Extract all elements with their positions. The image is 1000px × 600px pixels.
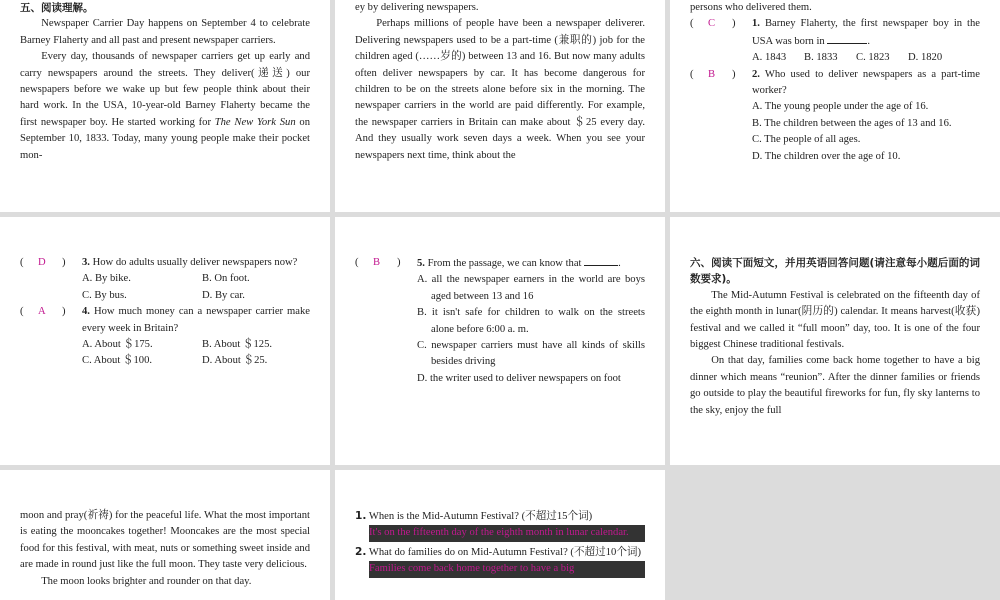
option: B. it isn't safe for children to walk on the streets alone before 6:00 a. m. [417, 307, 645, 335]
newspaper-title: The New York Sun [214, 116, 296, 128]
passage-paragraph: The Mid-Autumn Festival is celebrated on the fifteenth day of the eighth month in lunar(阴历的) calendar. It means harvest(收获) festival and we called it “full moon” day, too. It is one of the four biggest Chinese traditional festivals. [690, 289, 980, 351]
option: A. By bike. [82, 273, 131, 285]
short-answer-response-2: Families come back home together to have a big [369, 561, 645, 577]
section-heading-answer-questions: 六、阅读下面短文，并用英语回答问题(请注意每小题后面的词数要求)。 [690, 257, 980, 286]
question-3-options [20, 271, 310, 304]
question-4-options [20, 337, 310, 370]
passage-panel-3 [670, 217, 1000, 465]
option: A. The young people under the age of 16. [752, 101, 929, 113]
short-answer-question-2: 2. What do families do on Mid-Autumn Festival? (不超过10个词) [355, 545, 642, 558]
option: A. About ＄175. [82, 339, 153, 351]
answer-mark: D [38, 257, 46, 268]
short-answer-panel [335, 470, 665, 600]
passage-line: ey by delivering newspapers. [355, 2, 479, 13]
option: C. By bus. [82, 289, 127, 301]
question-2-options [690, 99, 980, 165]
option: C. newspaper carriers must have all kinds of skills besides driving [417, 340, 645, 368]
passage-paragraph: On that day, families come back home together to have a big dinner which means “reunion”. After the dinner families or friends go outside to play the beautiful fireworks for fun, fly sky lanterns to the sky, enjoy the full [690, 355, 980, 416]
passage-paragraph: moon and pray(祈祷) for the peaceful life. What the most important is eating the mooncakes together! Mooncakes are the most special food for this festival, with meat, nuts or something sweet inside and are made in round just like the full moon. They taste very delicious. [20, 510, 310, 571]
answer-mark: A [38, 306, 46, 318]
question-4: ( A ) 4. How much money can a newspaper carrier make every week in Britain? [20, 306, 311, 334]
option: B. 1833 [804, 52, 838, 64]
option: C. About ＄100. [82, 355, 153, 367]
option: D. By car. [202, 289, 245, 301]
passage-panel-1 [0, 0, 330, 212]
question-1: ( C ) 1. Barney Flaherty, the first newspaper boy in the USA was born in . [690, 18, 980, 47]
option: D. The children over the age of 10. [752, 150, 901, 162]
answer-mark: B [708, 68, 716, 80]
passage-panel-4 [0, 470, 330, 600]
question-5-options [355, 272, 645, 387]
option: D. About ＄25. [202, 355, 268, 367]
short-answer-response-1: It's on the fifteenth day of the eighth month in lunar calendar. [369, 525, 645, 541]
option: B. The children between the ages of 13 and 16. [752, 117, 952, 129]
passage-paragraph: Newspaper Carrier Day happens on September 4 to celebrate Barney Flaherty and all past and present newspaper carriers. [20, 18, 310, 46]
empty-panel [670, 470, 1000, 600]
option: C. 1823 [856, 52, 890, 64]
passage-line: persons who delivered them. [690, 2, 812, 13]
option: D. the writer used to deliver newspapers on foot [417, 372, 621, 384]
passage-paragraph: Every day, thousands of newspaper carriers get up early and carry newspapers around the streets. They deliver(递送) our newspapers before we wake up but few people think about their hard work. In the USA, 10-year-old Barney Flaherty became the first newspaper boy. He started working for The New York Sun on September 10, 1833. Today, many young people make their pocket mon- [20, 51, 311, 161]
option: B. On foot. [202, 273, 250, 285]
passage-paragraph: Perhaps millions of people have been a newspaper deliverer. Delivering newspapers used to be a part-time (兼职的) job for the children aged (……岁的) between 13 and 16. But now many adults often deliver newspapers by car. It has become dangerous for children to be on the streets alone before six in the morning. The newspaper carriers in the world are paid differently. For example, the newspaper carriers in Britain can make about ＄25 every day. And they usually work seven days a week. When you see your newspapers next time, think about the [355, 18, 645, 161]
question-5: ( B ) 5. From the passage, we can know that . [355, 255, 645, 272]
answer-blank [584, 255, 618, 266]
answer-mark: C [708, 18, 716, 30]
passage-paragraph: The moon looks brighter and rounder on that day. [41, 575, 252, 587]
option: A. all the newspaper earners in the world are boys aged between 13 and 16 [417, 274, 645, 302]
question-2: ( B ) 2. Who used to deliver newspapers as a part-time worker? [690, 68, 980, 97]
question-1-options [690, 50, 980, 66]
passage-panel-2 [335, 0, 665, 212]
section-heading-reading: 五、阅读理解。 [20, 2, 94, 14]
option: C. The people of all ages. [752, 134, 861, 146]
option: D. 1820 [908, 52, 943, 64]
short-answer-question-1: 1. When is the Mid-Autumn Festival? (不超过15个词) [355, 510, 593, 522]
option: A. 1843 [752, 52, 787, 64]
questions-panel-2 [0, 217, 330, 465]
answer-mark: B [373, 257, 381, 268]
option: B. About ＄125. [202, 339, 273, 351]
answer-blank [827, 33, 867, 44]
questions-panel-3 [335, 217, 665, 465]
question-3: ( D ) 3. How do adults usually deliver newspapers now? [20, 255, 310, 271]
questions-panel-1 [670, 0, 1000, 212]
